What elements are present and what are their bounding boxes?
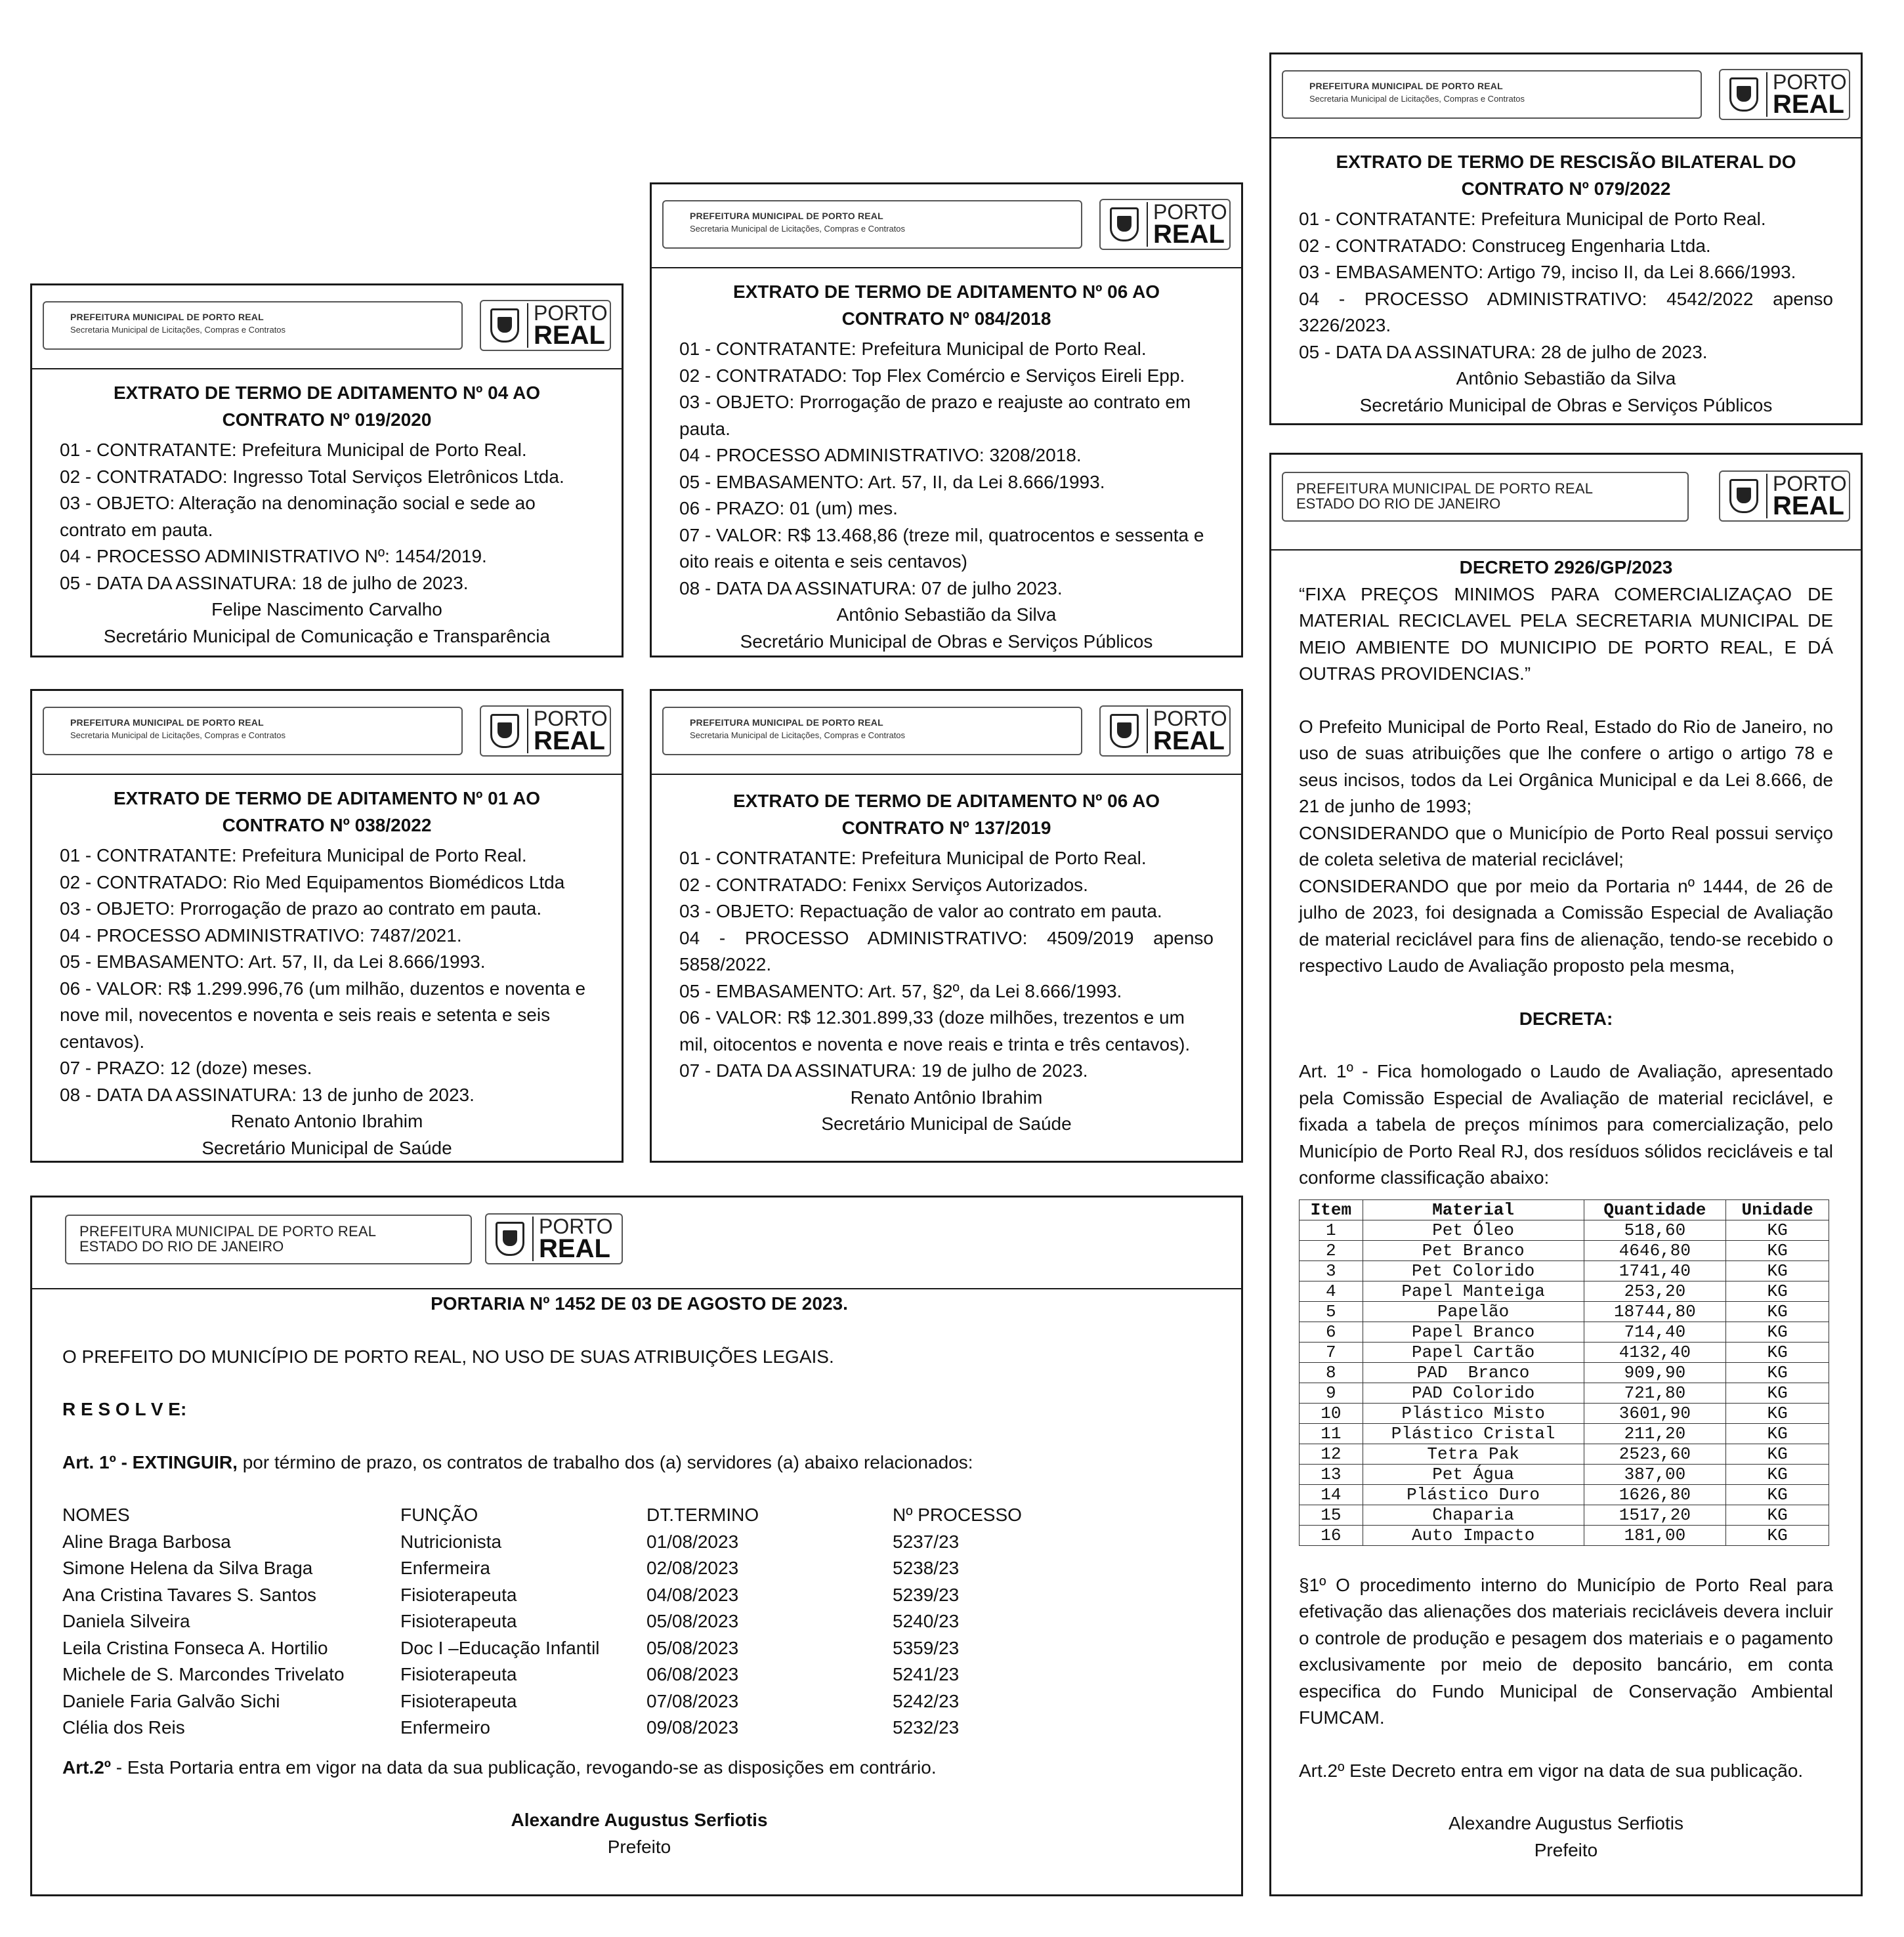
decreto-art2: Art.2º Este Decreto entra em vigor na data de sua publicação. (1299, 1760, 1804, 1781)
decreto-considerando-2: CONSIDERANDO que por meio da Portaria nº 1444, de 26 de julho de 2023, foi designada a Comissão Especial de Avaliação de material reciclável para fins de alienação, tendo-se recebido o respectivo Laudo de Avaliação proposto pela mesma, (1299, 875, 1833, 976)
cell-material: Papel Manteiga (1363, 1281, 1584, 1301)
col-header-processo: Nº PROCESSO (893, 1505, 1022, 1525)
cell-item: 5 (1300, 1301, 1363, 1322)
cell-quantidade: 2523,60 (1584, 1444, 1726, 1464)
item-line: 03 - OBJETO: Repactuação de valor ao contrato em pauta. (679, 901, 1162, 921)
box-content (652, 775, 1241, 1138)
item-line: 08 - DATA DA ASSINATURA: 13 de junho de 2023. (60, 1084, 475, 1105)
cell-dt-termino: 06/08/2023 (646, 1664, 739, 1684)
cell-unidade: KG (1726, 1362, 1829, 1383)
header-label: PREFEITURA MUNICIPAL DE PORTO REAL ESTADO DO RIO DE JANEIRO (1282, 472, 1689, 522)
table-row (1300, 1301, 1829, 1322)
cell-item: 2 (1300, 1240, 1363, 1260)
col-header-unidade: Unidade (1726, 1199, 1829, 1220)
box-header (652, 691, 1241, 775)
cell-quantidade: 3601,90 (1584, 1403, 1726, 1423)
cell-unidade: KG (1726, 1220, 1829, 1240)
table-row (62, 1688, 1090, 1715)
table-row (1300, 1322, 1829, 1342)
item-line: 02 - CONTRATADO: Rio Med Equipamentos Biomédicos Ltda (60, 871, 565, 892)
box-content (32, 369, 622, 650)
cell-unidade: KG (1726, 1464, 1829, 1484)
cell-funcao: Fisioterapeuta (400, 1664, 517, 1684)
cell-quantidade: 1517,20 (1584, 1505, 1726, 1525)
cell-nome: Ana Cristina Tavares S. Santos (62, 1584, 317, 1605)
decreto-content (1271, 551, 1861, 1864)
cell-quantidade: 714,40 (1584, 1322, 1726, 1342)
col-header-nomes: NOMES (62, 1505, 130, 1525)
cell-processo: 5359/23 (893, 1637, 960, 1658)
cell-processo: 5237/23 (893, 1531, 960, 1552)
cell-nome: Michele de S. Marcondes Trivelato (62, 1664, 345, 1684)
cell-material: Pet Colorido (1363, 1260, 1584, 1281)
table-row (1300, 1383, 1829, 1403)
decreto-preambulo: O Prefeito Municipal de Porto Real, Estado do Rio de Janeiro, no uso de suas atribuições que lhe confere o artigo o artigo 78 e seus incisos, todos da Lei Orgânica Municipal e da Lei 8.666, de 21 de junho de 1993; (1299, 716, 1833, 816)
cell-processo: 5240/23 (893, 1611, 960, 1631)
cell-funcao: Enfermeiro (400, 1717, 490, 1738)
porto-real-logo: PORTO REAL (1719, 470, 1850, 522)
coat-of-arms-icon (1110, 714, 1139, 748)
cell-dt-termino: 07/08/2023 (646, 1690, 739, 1711)
table-row (62, 1555, 1090, 1582)
cell-item: 9 (1300, 1383, 1363, 1403)
table-row (1300, 1505, 1829, 1525)
cell-item: 1 (1300, 1220, 1363, 1240)
table-row (1300, 1403, 1829, 1423)
table-row (1300, 1240, 1829, 1260)
col-header-material: Material (1363, 1199, 1584, 1220)
cell-material: Plástico Duro (1363, 1484, 1584, 1505)
cell-nome: Leila Cristina Fonseca A. Hortilio (62, 1637, 328, 1658)
decreto-ementa: “FIXA PREÇOS MINIMOS PARA COMERCIALIZAÇAO DE MATERIAL RECICLAVEL PELA SECRETARIA MUNICIPAL DE MEIO AMBIENTE DO MUNICIPIO DE PORTO REAL, E DÁ OUTRAS PROVIDENCIAS.” (1299, 583, 1833, 684)
cell-dt-termino: 02/08/2023 (646, 1558, 739, 1578)
signatory-role: Secretário Municipal de Obras e Serviços Públicos (1359, 394, 1773, 415)
cell-nome: Simone Helena da Silva Braga (62, 1558, 313, 1578)
cell-material: Pet Água (1363, 1464, 1584, 1484)
col-header-dt-termino: DT.TERMINO (646, 1505, 759, 1525)
col-header-funcao: FUNÇÃO (400, 1505, 478, 1525)
cell-quantidade: 4646,80 (1584, 1240, 1726, 1260)
materials-table (1299, 1199, 1829, 1546)
box-content (1271, 138, 1861, 419)
portaria-intro: O PREFEITO DO MUNICÍPIO DE PORTO REAL, NO USO DE SUAS ATRIBUIÇÕES LEGAIS. (62, 1346, 834, 1367)
item-line: 03 - OBJETO: Prorrogação de prazo ao contrato em pauta. (60, 898, 542, 919)
item-line: 01 - CONTRATANTE: Prefeitura Municipal de Porto Real. (679, 339, 1147, 359)
decreto-title: DECRETO 2926/GP/2023 (1459, 557, 1673, 577)
cell-funcao: Nutricionista (400, 1531, 502, 1552)
table-row (1300, 1423, 1829, 1444)
cell-dt-termino: 04/08/2023 (646, 1584, 739, 1605)
cell-item: 3 (1300, 1260, 1363, 1281)
portaria-box (30, 1196, 1243, 1896)
cell-item: 8 (1300, 1362, 1363, 1383)
cell-unidade: KG (1726, 1484, 1829, 1505)
cell-processo: 5238/23 (893, 1558, 960, 1578)
table-row (1300, 1362, 1829, 1383)
cell-dt-termino: 09/08/2023 (646, 1717, 739, 1738)
portaria-art2: Art.2º - Esta Portaria entra em vigor na data da sua publicação, revogando-se as disposições em contrário. (62, 1757, 937, 1778)
table-row (1300, 1464, 1829, 1484)
cell-processo: 5239/23 (893, 1584, 960, 1605)
signatory-name: Antônio Sebastião da Silva (1456, 368, 1676, 388)
cell-item: 16 (1300, 1525, 1363, 1545)
item-line: 08 - DATA DA ASSINATURA: 07 de julho 2023. (679, 577, 1063, 598)
box-title: EXTRATO DE TERMO DE ADITAMENTO Nº 06 AO CONTRATO Nº 084/2018 (732, 281, 1160, 329)
box-title: EXTRATO DE TERMO DE ADITAMENTO Nº 06 AO CONTRATO Nº 137/2019 (732, 791, 1160, 838)
box-header (652, 184, 1241, 268)
table-header-row (1300, 1199, 1829, 1220)
cell-quantidade: 253,20 (1584, 1281, 1726, 1301)
box-title: EXTRATO DE TERMO DE RESCISÃO BILATERAL DO CONTRATO Nº 079/2022 (1336, 152, 1796, 199)
cell-unidade: KG (1726, 1383, 1829, 1403)
col-header-item: Item (1300, 1199, 1363, 1220)
header-label: PREFEITURA MUNICIPAL DE PORTO REAL Secretaria Municipal de Licitações, Compras e Contratos (43, 301, 463, 350)
cell-item: 12 (1300, 1444, 1363, 1464)
cell-material: Pet Óleo (1363, 1220, 1584, 1240)
cell-unidade: KG (1726, 1240, 1829, 1260)
item-line: 02 - CONTRATADO: Top Flex Comércio e Serviços Eireli Epp. (679, 365, 1185, 386)
item-line: 01 - CONTRATANTE: Prefeitura Municipal de Porto Real. (1299, 209, 1766, 229)
cell-item: 6 (1300, 1322, 1363, 1342)
portaria-art1: Art. 1º - EXTINGUIR, por término de prazo, os contratos de trabalho dos (a) servidores (a) abaixo relacionados: (62, 1451, 973, 1472)
cell-funcao: Fisioterapeuta (400, 1584, 517, 1605)
signatory-role: Secretário Municipal de Saúde (201, 1137, 452, 1158)
header-label: PREFEITURA MUNICIPAL DE PORTO REAL Secretaria Municipal de Licitações, Compras e Contratos (662, 200, 1082, 249)
item-line: 04 - PROCESSO ADMINISTRATIVO: 4542/2022 apenso 3226/2023. (1299, 288, 1833, 335)
item-line: 01 - CONTRATANTE: Prefeitura Municipal de Porto Real. (60, 440, 527, 460)
cell-quantidade: 909,90 (1584, 1362, 1726, 1383)
cell-item: 11 (1300, 1423, 1363, 1444)
coat-of-arms-icon (1729, 479, 1758, 513)
signatory-name: Alexandre Augustus Serfiotis (1449, 1813, 1683, 1833)
item-line: 04 - PROCESSO ADMINISTRATIVO Nº: 1454/2019. (60, 546, 487, 566)
cell-quantidade: 4132,40 (1584, 1342, 1726, 1362)
cell-processo: 5242/23 (893, 1690, 960, 1711)
table-row (1300, 1281, 1829, 1301)
cell-unidade: KG (1726, 1281, 1829, 1301)
cell-material: Tetra Pak (1363, 1444, 1584, 1464)
cell-material: Pet Branco (1363, 1240, 1584, 1260)
cell-dt-termino: 01/08/2023 (646, 1531, 739, 1552)
item-line: 02 - CONTRATADO: Construceg Engenharia Ltda. (1299, 235, 1711, 256)
item-line: 07 - VALOR: R$ 13.468,86 (treze mil, quatrocentos e sessenta e oito reais e oitenta e seis centavos) (679, 524, 1204, 572)
cell-unidade: KG (1726, 1444, 1829, 1464)
cell-material: Auto Impacto (1363, 1525, 1584, 1545)
item-line: 04 - PROCESSO ADMINISTRATIVO: 4509/2019 apenso 5858/2022. (679, 927, 1214, 974)
porto-real-logo: PORTO REAL (480, 300, 611, 351)
signatory-name: Felipe Nascimento Carvalho (211, 599, 442, 619)
cell-quantidade: 721,80 (1584, 1383, 1726, 1403)
header-label: PREFEITURA MUNICIPAL DE PORTO REAL ESTADO DO RIO DE JANEIRO (65, 1215, 472, 1264)
item-line: 02 - CONTRATADO: Fenixx Serviços Autorizados. (679, 874, 1088, 895)
col-header-quantidade: Quantidade (1584, 1199, 1726, 1220)
cell-item: 10 (1300, 1403, 1363, 1423)
porto-real-logo: PORTO REAL (1099, 199, 1231, 250)
table-row (1300, 1260, 1829, 1281)
porto-real-logo: PORTO REAL (1099, 705, 1231, 757)
cell-item: 4 (1300, 1281, 1363, 1301)
box-header (32, 691, 622, 775)
cell-quantidade: 518,60 (1584, 1220, 1726, 1240)
extrato-box-aditamento-01 (30, 689, 624, 1163)
signatory-role: Secretário Municipal de Obras e Serviços Públicos (740, 631, 1153, 652)
coat-of-arms-icon (1729, 77, 1758, 112)
item-line: 03 - OBJETO: Prorrogação de prazo e reajuste ao contrato em pauta. (679, 392, 1191, 439)
cell-material: Papelão (1363, 1301, 1584, 1322)
item-line: 06 - VALOR: R$ 12.301.899,33 (doze milhões, trezentos e um mil, oitocentos e noventa e nove reais e trinta e três centavos). (679, 1007, 1191, 1054)
cell-processo: 5241/23 (893, 1664, 960, 1684)
item-line: 05 - EMBASAMENTO: Art. 57, §2º, da Lei 8.666/1993. (679, 980, 1122, 1001)
item-line: 05 - EMBASAMENTO: Art. 57, II, da Lei 8.666/1993. (679, 471, 1105, 492)
item-line: 05 - EMBASAMENTO: Art. 57, II, da Lei 8.666/1993. (60, 951, 486, 972)
item-line: 03 - EMBASAMENTO: Artigo 79, inciso II, da Lei 8.666/1993. (1299, 262, 1796, 282)
coat-of-arms-icon (1110, 207, 1139, 241)
porto-real-logo: PORTO REAL (480, 705, 611, 757)
resolve-heading: R E S O L V E: (62, 1399, 187, 1419)
cell-material: Papel Cartão (1363, 1342, 1584, 1362)
cell-material: PAD Branco (1363, 1362, 1584, 1383)
table-row (62, 1529, 1090, 1556)
item-line: 06 - VALOR: R$ 1.299.996,76 (um milhão, duzentos e noventa e nove mil, novecentos e noventa e seis reais e setenta e seis centavos). (60, 978, 586, 1052)
cell-material: Plástico Misto (1363, 1403, 1584, 1423)
signatory-name: Renato Antônio Ibrahim (850, 1087, 1043, 1108)
cell-funcao: Fisioterapeuta (400, 1611, 517, 1631)
item-line: 01 - CONTRATANTE: Prefeitura Municipal de Porto Real. (679, 848, 1147, 868)
table-row (62, 1582, 1090, 1609)
cell-funcao: Fisioterapeuta (400, 1690, 517, 1711)
item-line: 07 - DATA DA ASSINATURA: 19 de julho de 2023. (679, 1060, 1088, 1081)
cell-quantidade: 18744,80 (1584, 1301, 1726, 1322)
item-line: 04 - PROCESSO ADMINISTRATIVO: 3208/2018. (679, 445, 1082, 465)
cell-material: Chaparia (1363, 1505, 1584, 1525)
portaria-title: PORTARIA Nº 1452 DE 03 DE AGOSTO DE 2023. (431, 1293, 848, 1314)
header-label: PREFEITURA MUNICIPAL DE PORTO REAL Secretaria Municipal de Licitações, Compras e Contratos (1282, 70, 1702, 119)
table-row (62, 1661, 1090, 1688)
cell-nome: Aline Braga Barbosa (62, 1531, 231, 1552)
item-line: 05 - DATA DA ASSINATURA: 28 de julho de 2023. (1299, 341, 1708, 362)
box-title: EXTRATO DE TERMO DE ADITAMENTO Nº 04 AO CONTRATO Nº 019/2020 (113, 383, 541, 430)
extrato-box-aditamento-06-084 (650, 182, 1243, 657)
cell-dt-termino: 05/08/2023 (646, 1637, 739, 1658)
table-header-row (62, 1502, 1090, 1529)
table-row (1300, 1484, 1829, 1505)
porto-real-logo: PORTO REAL (485, 1213, 623, 1264)
cell-unidade: KG (1726, 1322, 1829, 1342)
coat-of-arms-icon (490, 308, 519, 343)
cell-unidade: KG (1726, 1525, 1829, 1545)
cell-item: 14 (1300, 1484, 1363, 1505)
decreto-art1: Art. 1º - Fica homologado o Laudo de Avaliação, apresentado pela Comissão Especial de Avaliação de material reciclável, e fixada a tabela de preços mínimos para comercialização, pelo Município de Porto Real RJ, dos resíduos sólidos recicláveis e tal conforme classificação abaixo: (1299, 1061, 1833, 1188)
box-title: EXTRATO DE TERMO DE ADITAMENTO Nº 01 AO CONTRATO Nº 038/2022 (113, 788, 541, 835)
extrato-box-rescisao (1269, 52, 1863, 425)
servidores-table (62, 1502, 1090, 1741)
box-header (1271, 54, 1861, 138)
cell-unidade: KG (1726, 1423, 1829, 1444)
signatory-name: Renato Antonio Ibrahim (230, 1111, 423, 1131)
item-line: 02 - CONTRATADO: Ingresso Total Serviços Eletrônicos Ltda. (60, 466, 564, 487)
cell-nome: Daniele Faria Galvão Sichi (62, 1690, 280, 1711)
box-content (652, 268, 1241, 655)
table-row (62, 1715, 1090, 1741)
signatory-name: Alexandre Augustus Serfiotis (511, 1810, 768, 1830)
cell-material: Plástico Cristal (1363, 1423, 1584, 1444)
cell-unidade: KG (1726, 1342, 1829, 1362)
signatory-role: Secretário Municipal de Comunicação e Transparência (103, 625, 551, 646)
cell-unidade: KG (1726, 1403, 1829, 1423)
table-row (1300, 1342, 1829, 1362)
extrato-box-aditamento-04 (30, 283, 624, 657)
signatory-name: Antônio Sebastião da Silva (836, 604, 1057, 625)
item-line: 05 - DATA DA ASSINATURA: 18 de julho de 2023. (60, 572, 469, 593)
portaria-content (32, 1289, 1241, 1860)
cell-material: PAD Colorido (1363, 1383, 1584, 1403)
coat-of-arms-icon (496, 1222, 524, 1256)
cell-item: 7 (1300, 1342, 1363, 1362)
cell-unidade: KG (1726, 1260, 1829, 1281)
table-row (1300, 1220, 1829, 1240)
decreta-heading: DECRETA: (1519, 1008, 1613, 1029)
signatory-role: Prefeito (607, 1836, 671, 1857)
cell-processo: 5232/23 (893, 1717, 960, 1738)
cell-unidade: KG (1726, 1505, 1829, 1525)
cell-item: 15 (1300, 1505, 1363, 1525)
item-line: 06 - PRAZO: 01 (um) mes. (679, 498, 898, 518)
coat-of-arms-icon (490, 714, 519, 748)
table-row (1300, 1444, 1829, 1464)
cell-quantidade: 1741,40 (1584, 1260, 1726, 1281)
cell-quantidade: 1626,80 (1584, 1484, 1726, 1505)
cell-material: Papel Branco (1363, 1322, 1584, 1342)
box-content (32, 775, 622, 1161)
signatory-role: Secretário Municipal de Saúde (821, 1114, 1072, 1134)
item-line: 01 - CONTRATANTE: Prefeitura Municipal de Porto Real. (60, 845, 527, 865)
item-line: 04 - PROCESSO ADMINISTRATIVO: 7487/2021. (60, 925, 462, 946)
cell-funcao: Enfermeira (400, 1558, 490, 1578)
item-line: 03 - OBJETO: Alteração na denominação social e sede ao contrato em pauta. (60, 493, 536, 540)
decreto-box (1269, 453, 1863, 1896)
extrato-box-aditamento-06-137 (650, 689, 1243, 1163)
decreto-paragrafo-1: §1º O procedimento interno do Município de Porto Real para efetivação das alienações dos materiais recicláveis devera incluir o controle de produção e pesagem dos materiais e o pagamento exclusivamente por meio de deposito bancário, em conta especifica do Fundo Municipal de Conservação Ambiental FUMCAM. (1299, 1574, 1833, 1728)
cell-dt-termino: 05/08/2023 (646, 1611, 739, 1631)
cell-funcao: Doc I –Educação Infantil (400, 1637, 600, 1658)
cell-item: 13 (1300, 1464, 1363, 1484)
table-row (1300, 1525, 1829, 1545)
header-label: PREFEITURA MUNICIPAL DE PORTO REAL Secretaria Municipal de Licitações, Compras e Contratos (662, 707, 1082, 755)
porto-real-logo: PORTO REAL (1719, 69, 1850, 120)
cell-nome: Daniela Silveira (62, 1611, 190, 1631)
cell-quantidade: 181,00 (1584, 1525, 1726, 1545)
cell-quantidade: 387,00 (1584, 1464, 1726, 1484)
header-label: PREFEITURA MUNICIPAL DE PORTO REAL Secretaria Municipal de Licitações, Compras e Contratos (43, 707, 463, 755)
item-line: 07 - PRAZO: 12 (doze) meses. (60, 1058, 312, 1078)
table-row (62, 1608, 1090, 1635)
signatory-role: Prefeito (1534, 1839, 1598, 1860)
box-header (32, 1198, 1241, 1288)
decreto-considerando-1: CONSIDERANDO que o Município de Porto Real possui serviço de coleta seletiva de material reciclável; (1299, 822, 1833, 869)
cell-quantidade: 211,20 (1584, 1423, 1726, 1444)
cell-unidade: KG (1726, 1301, 1829, 1322)
box-header (1271, 455, 1861, 551)
cell-nome: Clélia dos Reis (62, 1717, 185, 1738)
table-row (62, 1635, 1090, 1662)
box-header (32, 285, 622, 369)
